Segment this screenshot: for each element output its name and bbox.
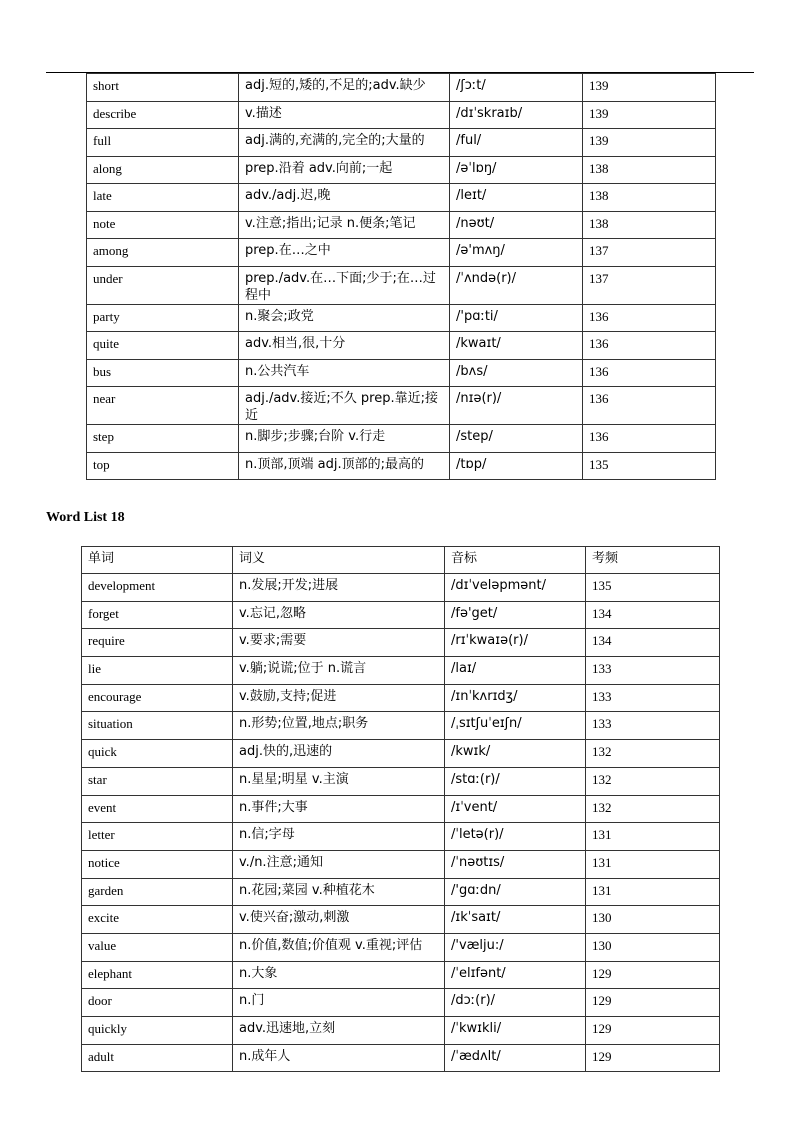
word-cell: quickly [82, 1017, 233, 1045]
word-cell: forget [82, 601, 233, 629]
frequency-cell: 136 [583, 304, 716, 332]
frequency-cell: 129 [586, 1044, 720, 1072]
meaning-cell: v.鼓励,支持;促进 [233, 684, 445, 712]
table-row [87, 239, 716, 267]
table-row [82, 795, 720, 823]
meaning-cell: n.脚步;步骤;台阶 v.行走 [239, 425, 450, 453]
meaning-cell: adv.迅速地,立刻 [233, 1017, 445, 1045]
meaning-cell: n.信;字母 [233, 823, 445, 851]
phonetic-cell: /nɪə(r)/ [450, 387, 583, 425]
phonetic-cell: /laɪ/ [445, 657, 586, 685]
table-row [82, 712, 720, 740]
header-row [82, 547, 720, 574]
table-row [87, 211, 716, 239]
vocab-table-body [87, 74, 716, 480]
header-meaning: 词义 [233, 547, 445, 574]
phonetic-cell: /'vælju:/ [445, 933, 586, 961]
frequency-cell: 130 [586, 906, 720, 934]
table-row [87, 332, 716, 360]
vocab-table-body [82, 574, 720, 1072]
vocab-table-word-list-18 [81, 546, 720, 1072]
frequency-cell: 129 [586, 989, 720, 1017]
phonetic-cell: /ˈʌndə(r)/ [450, 266, 583, 304]
meaning-cell: v.忘记,忽略 [233, 601, 445, 629]
word-cell: event [82, 795, 233, 823]
meaning-cell: v.躺;说谎;位于 n.谎言 [233, 657, 445, 685]
word-cell: letter [82, 823, 233, 851]
header-phonetic: 音标 [445, 547, 586, 574]
phonetic-cell: /'pɑːti/ [450, 304, 583, 332]
word-cell: top [87, 452, 239, 480]
phonetic-cell: /ˈletə(r)/ [445, 823, 586, 851]
meaning-cell: adj./adv.接近;不久 prep.靠近;接近 [239, 387, 450, 425]
meaning-cell: adv./adj.迟,晚 [239, 184, 450, 212]
phonetic-cell: /ˈnəʊtɪs/ [445, 850, 586, 878]
frequency-cell: 129 [586, 961, 720, 989]
phonetic-cell: /stɑː(r)/ [445, 767, 586, 795]
meaning-cell: prep.在…之中 [239, 239, 450, 267]
phonetic-cell: /ɪkˈsaɪt/ [445, 906, 586, 934]
frequency-cell: 134 [586, 601, 720, 629]
table-row [87, 387, 716, 425]
table-row [87, 266, 716, 304]
table-row [87, 129, 716, 157]
word-cell: full [87, 129, 239, 157]
table-row [82, 574, 720, 602]
phonetic-cell: /ˈelɪfənt/ [445, 961, 586, 989]
table-row [82, 933, 720, 961]
frequency-cell: 137 [583, 266, 716, 304]
phonetic-cell: /ful/ [450, 129, 583, 157]
vocab-table-continued [86, 73, 716, 480]
frequency-cell: 138 [583, 211, 716, 239]
meaning-cell: v.使兴奋;激动,刺激 [233, 906, 445, 934]
table-row [87, 452, 716, 480]
meaning-cell: n.花园;菜园 v.种植花木 [233, 878, 445, 906]
frequency-cell: 129 [586, 1017, 720, 1045]
frequency-cell: 138 [583, 184, 716, 212]
phonetic-cell: /nəʊt/ [450, 211, 583, 239]
meaning-cell: prep.沿着 adv.向前;一起 [239, 156, 450, 184]
section-title: Word List 18 [46, 510, 125, 525]
phonetic-cell: /ɪˈvent/ [445, 795, 586, 823]
table-row [87, 184, 716, 212]
frequency-cell: 133 [586, 657, 720, 685]
meaning-cell: n.事件;大事 [233, 795, 445, 823]
table-row [82, 850, 720, 878]
phonetic-cell: /ˌsɪtʃuˈeɪʃn/ [445, 712, 586, 740]
frequency-cell: 135 [583, 452, 716, 480]
table-row [82, 906, 720, 934]
table-row [87, 425, 716, 453]
table-row [87, 359, 716, 387]
table-row [82, 823, 720, 851]
meaning-cell: adj.短的,矮的,不足的;adv.缺少 [239, 74, 450, 102]
table-row [87, 156, 716, 184]
phonetic-cell: /fə'get/ [445, 601, 586, 629]
word-cell: short [87, 74, 239, 102]
frequency-cell: 137 [583, 239, 716, 267]
phonetic-cell: /ˈædʌlt/ [445, 1044, 586, 1072]
table-row [82, 684, 720, 712]
frequency-cell: 136 [583, 359, 716, 387]
frequency-cell: 138 [583, 156, 716, 184]
table-row [82, 601, 720, 629]
frequency-cell: 133 [586, 684, 720, 712]
meaning-cell: v.注意;指出;记录 n.便条;笔记 [239, 211, 450, 239]
frequency-cell: 132 [586, 740, 720, 768]
frequency-cell: 132 [586, 795, 720, 823]
word-cell: adult [82, 1044, 233, 1072]
frequency-cell: 132 [586, 767, 720, 795]
word-cell: require [82, 629, 233, 657]
word-cell: excite [82, 906, 233, 934]
phonetic-cell: /leɪt/ [450, 184, 583, 212]
frequency-cell: 136 [583, 425, 716, 453]
meaning-cell: n.顶部,顶端 adj.顶部的;最高的 [239, 452, 450, 480]
table-header [82, 547, 720, 574]
table-row [82, 1017, 720, 1045]
word-cell: describe [87, 101, 239, 129]
meaning-cell: prep./adv.在…下面;少于;在…过程中 [239, 266, 450, 304]
table-row [82, 878, 720, 906]
word-cell: near [87, 387, 239, 425]
phonetic-cell: /step/ [450, 425, 583, 453]
word-cell: bus [87, 359, 239, 387]
table-row [82, 740, 720, 768]
meaning-cell: v./n.注意;通知 [233, 850, 445, 878]
phonetic-cell: /'gɑːdn/ [445, 878, 586, 906]
phonetic-cell: /kwaɪt/ [450, 332, 583, 360]
phonetic-cell: /bʌs/ [450, 359, 583, 387]
word-cell: party [87, 304, 239, 332]
word-cell: notice [82, 850, 233, 878]
table-row [82, 657, 720, 685]
phonetic-cell: /ˈkwɪkli/ [445, 1017, 586, 1045]
frequency-cell: 136 [583, 332, 716, 360]
meaning-cell: adj.满的,充满的,完全的;大量的 [239, 129, 450, 157]
frequency-cell: 133 [586, 712, 720, 740]
phonetic-cell: /rɪˈkwaɪə(r)/ [445, 629, 586, 657]
meaning-cell: n.发展;开发;进展 [233, 574, 445, 602]
frequency-cell: 139 [583, 129, 716, 157]
frequency-cell: 131 [586, 850, 720, 878]
table-row [87, 74, 716, 102]
header-word: 单词 [82, 547, 233, 574]
word-cell: development [82, 574, 233, 602]
frequency-cell: 131 [586, 823, 720, 851]
word-cell: value [82, 933, 233, 961]
phonetic-cell: /ɪnˈkʌrɪdʒ/ [445, 684, 586, 712]
word-cell: note [87, 211, 239, 239]
word-cell: step [87, 425, 239, 453]
phonetic-cell: /dɪˈveləpmənt/ [445, 574, 586, 602]
word-cell: lie [82, 657, 233, 685]
table-row [82, 989, 720, 1017]
table-row [87, 101, 716, 129]
frequency-cell: 134 [586, 629, 720, 657]
table-row [82, 1044, 720, 1072]
phonetic-cell: /dɪˈskraɪb/ [450, 101, 583, 129]
phonetic-cell: /ə'mʌŋ/ [450, 239, 583, 267]
meaning-cell: v.要求;需要 [233, 629, 445, 657]
phonetic-cell: /tɒp/ [450, 452, 583, 480]
word-cell: along [87, 156, 239, 184]
word-cell: door [82, 989, 233, 1017]
phonetic-cell: /əˈlɒŋ/ [450, 156, 583, 184]
word-cell: quite [87, 332, 239, 360]
meaning-cell: n.星星;明星 v.主演 [233, 767, 445, 795]
table-row [82, 961, 720, 989]
meaning-cell: n.门 [233, 989, 445, 1017]
word-cell: among [87, 239, 239, 267]
word-cell: star [82, 767, 233, 795]
frequency-cell: 139 [583, 101, 716, 129]
word-cell: late [87, 184, 239, 212]
table-row [82, 629, 720, 657]
meaning-cell: adj.快的,迅速的 [233, 740, 445, 768]
meaning-cell: n.大象 [233, 961, 445, 989]
frequency-cell: 131 [586, 878, 720, 906]
meaning-cell: n.价值,数值;价值观 v.重视;评估 [233, 933, 445, 961]
frequency-cell: 135 [586, 574, 720, 602]
word-cell: elephant [82, 961, 233, 989]
meaning-cell: n.公共汽车 [239, 359, 450, 387]
table-row [82, 767, 720, 795]
word-cell: situation [82, 712, 233, 740]
word-cell: quick [82, 740, 233, 768]
meaning-cell: n.成年人 [233, 1044, 445, 1072]
word-cell: under [87, 266, 239, 304]
phonetic-cell: /dɔː(r)/ [445, 989, 586, 1017]
frequency-cell: 130 [586, 933, 720, 961]
phonetic-cell: /ʃɔːt/ [450, 74, 583, 102]
frequency-cell: 136 [583, 387, 716, 425]
word-cell: garden [82, 878, 233, 906]
frequency-cell: 139 [583, 74, 716, 102]
word-cell: encourage [82, 684, 233, 712]
meaning-cell: n.形势;位置,地点;职务 [233, 712, 445, 740]
phonetic-cell: /kwɪk/ [445, 740, 586, 768]
meaning-cell: v.描述 [239, 101, 450, 129]
meaning-cell: adv.相当,很,十分 [239, 332, 450, 360]
header-frequency: 考频 [586, 547, 720, 574]
table-row [87, 304, 716, 332]
meaning-cell: n.聚会;政党 [239, 304, 450, 332]
